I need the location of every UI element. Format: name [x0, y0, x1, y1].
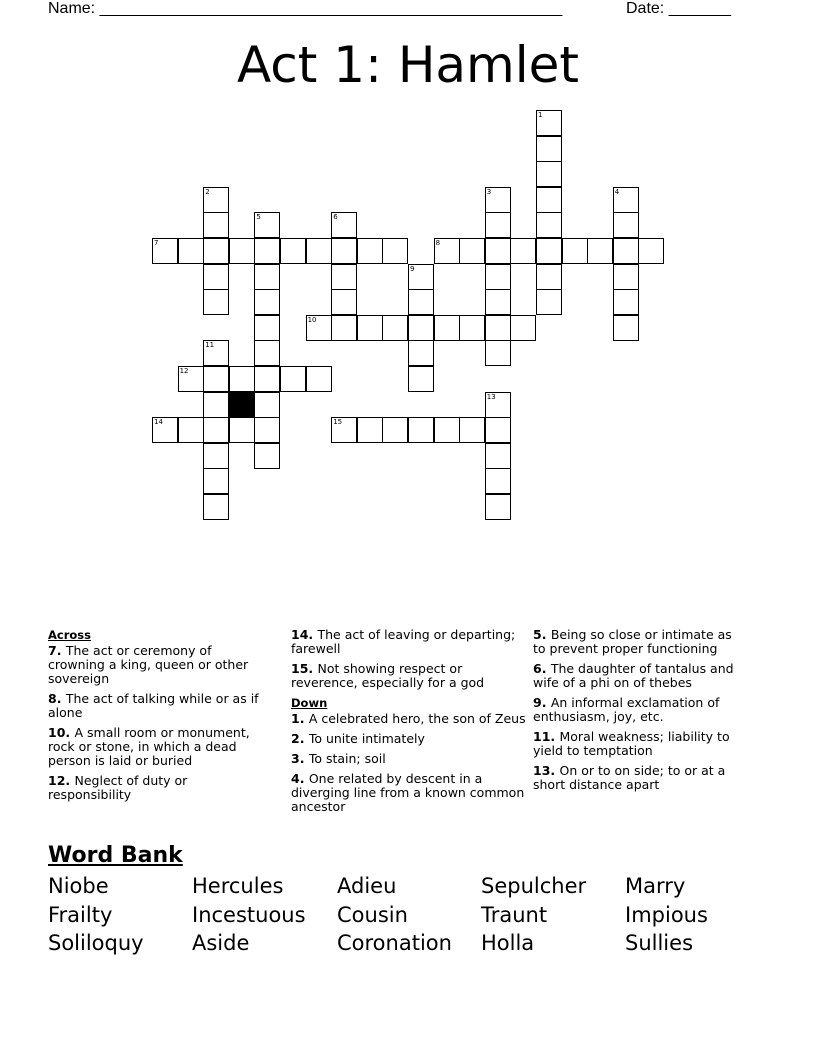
grid-cell[interactable]: [331, 417, 357, 443]
grid-cell[interactable]: [408, 366, 434, 392]
grid-cell[interactable]: [357, 238, 383, 264]
grid-cell[interactable]: [382, 238, 408, 264]
clue-text: Not showing respect or reverence, especially for a god: [291, 661, 485, 690]
clue-number: 9.: [533, 695, 551, 710]
grid-cell[interactable]: [203, 494, 229, 520]
clue: [291, 752, 526, 766]
grid-cell[interactable]: [587, 238, 613, 264]
word-bank-item: Niobe: [48, 874, 109, 898]
grid-cell[interactable]: [203, 366, 229, 392]
clue-text: On or to on side; to or at a short distance apart: [533, 763, 726, 792]
clue-text: An informal exclamation of enthusiasm, joy, etc.: [533, 695, 720, 724]
grid-cell[interactable]: [613, 238, 639, 264]
clue-number: 6.: [533, 661, 551, 676]
grid-cell[interactable]: [408, 340, 434, 366]
cell-number: 13: [486, 392, 496, 401]
grid-cell[interactable]: [536, 187, 562, 213]
grid-cell[interactable]: [203, 264, 229, 290]
grid-cell[interactable]: [254, 212, 280, 238]
grid-cell[interactable]: [382, 315, 408, 341]
grid-cell[interactable]: [254, 340, 280, 366]
grid-cell[interactable]: [306, 315, 332, 341]
grid-cell[interactable]: [254, 289, 280, 315]
grid-cell[interactable]: [254, 264, 280, 290]
clue-text: The act of leaving or departing; farewell: [291, 627, 516, 656]
grid-cell[interactable]: [280, 366, 306, 392]
clue-number: 14.: [291, 627, 318, 642]
grid-cell[interactable]: [613, 264, 639, 290]
grid-cell[interactable]: [485, 264, 511, 290]
cell-number: 3: [486, 187, 492, 196]
grid-cell[interactable]: [485, 289, 511, 315]
down-heading: Down: [291, 696, 328, 710]
grid-cell[interactable]: [306, 366, 332, 392]
clue: [291, 662, 526, 690]
grid-cell[interactable]: [254, 238, 280, 264]
clues-column-2: [291, 628, 526, 820]
clue-text: The daughter of tantalus and wife of a phi on of thebes: [533, 661, 734, 690]
grid-cell[interactable]: [536, 136, 562, 162]
clues-column-3: [533, 628, 748, 798]
grid-cell[interactable]: [485, 315, 511, 341]
clue-number: 10.: [48, 725, 75, 740]
grid-cell[interactable]: [459, 238, 485, 264]
name-field[interactable]: Name: ____________________________________________________: [48, 0, 563, 17]
grid-cell[interactable]: [254, 392, 280, 418]
clue-text: One related by descent in a diverging line from a known common ancestor: [291, 771, 525, 814]
clue-number: 7.: [48, 643, 66, 658]
grid-cell[interactable]: [510, 315, 536, 341]
cell-number: 15: [333, 418, 343, 427]
clue-number: 8.: [48, 691, 66, 706]
word-bank-item: Marry: [625, 874, 686, 898]
grid-cell[interactable]: [536, 289, 562, 315]
across-heading: Across: [48, 628, 91, 642]
grid-cell[interactable]: [331, 315, 357, 341]
cell-number: 6: [333, 213, 338, 222]
grid-cell[interactable]: [536, 212, 562, 238]
grid-cell[interactable]: [178, 366, 204, 392]
grid-cell[interactable]: [254, 443, 280, 469]
cell-number: 10: [307, 315, 317, 324]
clue-text: A celebrated hero, the son of Zeus: [308, 711, 526, 726]
clue: [48, 644, 263, 686]
grid-cell[interactable]: [485, 187, 511, 213]
grid-cell[interactable]: [485, 443, 511, 469]
cell-number: 4: [614, 187, 620, 196]
clue: [48, 692, 263, 720]
clues-column-1: [48, 628, 263, 808]
grid-cell[interactable]: [613, 315, 639, 341]
grid-cell[interactable]: [178, 238, 204, 264]
grid-cell[interactable]: [203, 443, 229, 469]
grid-cell[interactable]: [408, 417, 434, 443]
clue: [533, 730, 748, 758]
clue: [291, 732, 526, 746]
cell-number: 8: [435, 239, 441, 247]
word-bank-item: Aside: [192, 931, 250, 955]
grid-cell[interactable]: [306, 238, 332, 264]
clue: [533, 764, 748, 792]
grid-cell[interactable]: [254, 366, 280, 392]
grid-cell[interactable]: [562, 238, 588, 264]
word-bank-item: Coronation: [337, 931, 452, 955]
clue: [291, 772, 526, 814]
clue: [48, 726, 263, 768]
grid-cell[interactable]: [510, 238, 536, 264]
clue-number: 13.: [533, 763, 560, 778]
cell-number: 9: [410, 264, 415, 273]
grid-cell[interactable]: [357, 315, 383, 341]
word-bank-item: Adieu: [337, 874, 397, 898]
grid-cell[interactable]: [408, 315, 434, 341]
clue-number: 5.: [533, 627, 551, 642]
grid-cell[interactable]: [485, 417, 511, 443]
word-bank-item: Impious: [625, 903, 708, 927]
grid-cell[interactable]: [203, 187, 229, 213]
cell-number: 11: [205, 341, 215, 350]
cell-number: 5: [256, 213, 261, 222]
clue-number: 12.: [48, 773, 75, 788]
grid-cell[interactable]: [613, 187, 639, 213]
grid-cell[interactable]: [357, 417, 383, 443]
cell-number: 14: [154, 418, 163, 427]
clue: [533, 628, 748, 656]
word-bank-item: Frailty: [48, 903, 113, 927]
grid-cell[interactable]: [485, 238, 511, 264]
grid-cell[interactable]: [536, 238, 562, 264]
grid-cell[interactable]: [152, 238, 178, 264]
grid-cell[interactable]: [382, 417, 408, 443]
word-bank-item: Traunt: [481, 903, 548, 927]
clue-text: Moral weakness; liability to yield to temptation: [533, 729, 730, 758]
grid-cell[interactable]: [254, 315, 280, 341]
grid-cell[interactable]: [203, 238, 229, 264]
clue-number: 3.: [291, 751, 309, 766]
clue-number: 15.: [291, 661, 318, 676]
cell-number: 12: [179, 367, 189, 375]
word-bank-item: Holla: [481, 931, 535, 955]
clue: [533, 696, 748, 724]
grid-cell[interactable]: [638, 238, 664, 264]
cell-number: 7: [154, 239, 159, 247]
grid-cell[interactable]: [331, 289, 357, 315]
grid-cell[interactable]: [485, 212, 511, 238]
black-square: [229, 392, 255, 418]
word-bank-title: Word Bank: [48, 843, 183, 868]
grid-cell[interactable]: [203, 468, 229, 494]
grid-cell[interactable]: [203, 212, 229, 238]
clue: [291, 628, 526, 656]
grid-cell[interactable]: [408, 289, 434, 315]
grid-cell[interactable]: [434, 417, 460, 443]
clue-text: A small room or monument, rock or stone, in which a dead person is laid or buried: [48, 725, 250, 768]
clue-text: Neglect of duty or responsibility: [48, 773, 188, 802]
grid-cell[interactable]: [203, 289, 229, 315]
grid-cell[interactable]: [229, 238, 255, 264]
grid-cell[interactable]: [613, 212, 639, 238]
grid-cell[interactable]: [280, 238, 306, 264]
grid-cell[interactable]: [536, 264, 562, 290]
grid-cell[interactable]: [203, 340, 229, 366]
clue-text: Being so close or intimate as to prevent proper functioning: [533, 627, 732, 656]
grid-cell[interactable]: [536, 161, 562, 187]
cell-number: 2: [205, 187, 210, 196]
clue: [48, 774, 263, 802]
word-bank-item: Sullies: [625, 931, 694, 955]
grid-cell[interactable]: [485, 494, 511, 520]
grid-cell[interactable]: [434, 238, 460, 264]
grid-cell[interactable]: [203, 392, 229, 418]
grid-cell[interactable]: [254, 417, 280, 443]
clue: [533, 662, 748, 690]
clue: [291, 712, 526, 726]
grid-cell[interactable]: [229, 366, 255, 392]
word-bank-item: Sepulcher: [481, 874, 587, 898]
date-field[interactable]: Date: _______: [626, 0, 731, 17]
word-bank-item: Soliloquy: [48, 931, 144, 955]
clue-text: To unite intimately: [308, 731, 425, 746]
grid-cell[interactable]: [331, 238, 357, 264]
grid-cell[interactable]: [459, 315, 485, 341]
grid-cell[interactable]: [331, 264, 357, 290]
clue-text: To stain; soil: [308, 751, 386, 766]
grid-cell[interactable]: [536, 110, 562, 136]
clue-number: 4.: [291, 771, 309, 786]
grid-cell[interactable]: [203, 417, 229, 443]
grid-cell[interactable]: [331, 212, 357, 238]
grid-cell[interactable]: [459, 417, 485, 443]
word-bank-item: Hercules: [192, 874, 284, 898]
clue-number: 1.: [291, 711, 309, 726]
clue-number: 11.: [533, 729, 560, 744]
grid-cell[interactable]: [485, 340, 511, 366]
cell-number: 1: [538, 111, 543, 119]
word-bank-item: Cousin: [337, 903, 408, 927]
grid-cell[interactable]: [434, 315, 460, 341]
clue-text: The act of talking while or as if alone: [48, 691, 259, 720]
clue-number: 2.: [291, 731, 309, 746]
grid-cell[interactable]: [485, 392, 511, 418]
grid-cell[interactable]: [229, 417, 255, 443]
grid-cell[interactable]: [408, 264, 434, 290]
grid-cell[interactable]: [485, 468, 511, 494]
grid-cell[interactable]: [152, 417, 178, 443]
grid-cell[interactable]: [613, 289, 639, 315]
grid-cell[interactable]: [178, 417, 204, 443]
clue-text: The act or ceremony of crowning a king, queen or other sovereign: [48, 643, 249, 686]
page-title: Act 1: Hamlet: [236, 36, 580, 94]
word-bank-item: Incestuous: [192, 903, 306, 927]
